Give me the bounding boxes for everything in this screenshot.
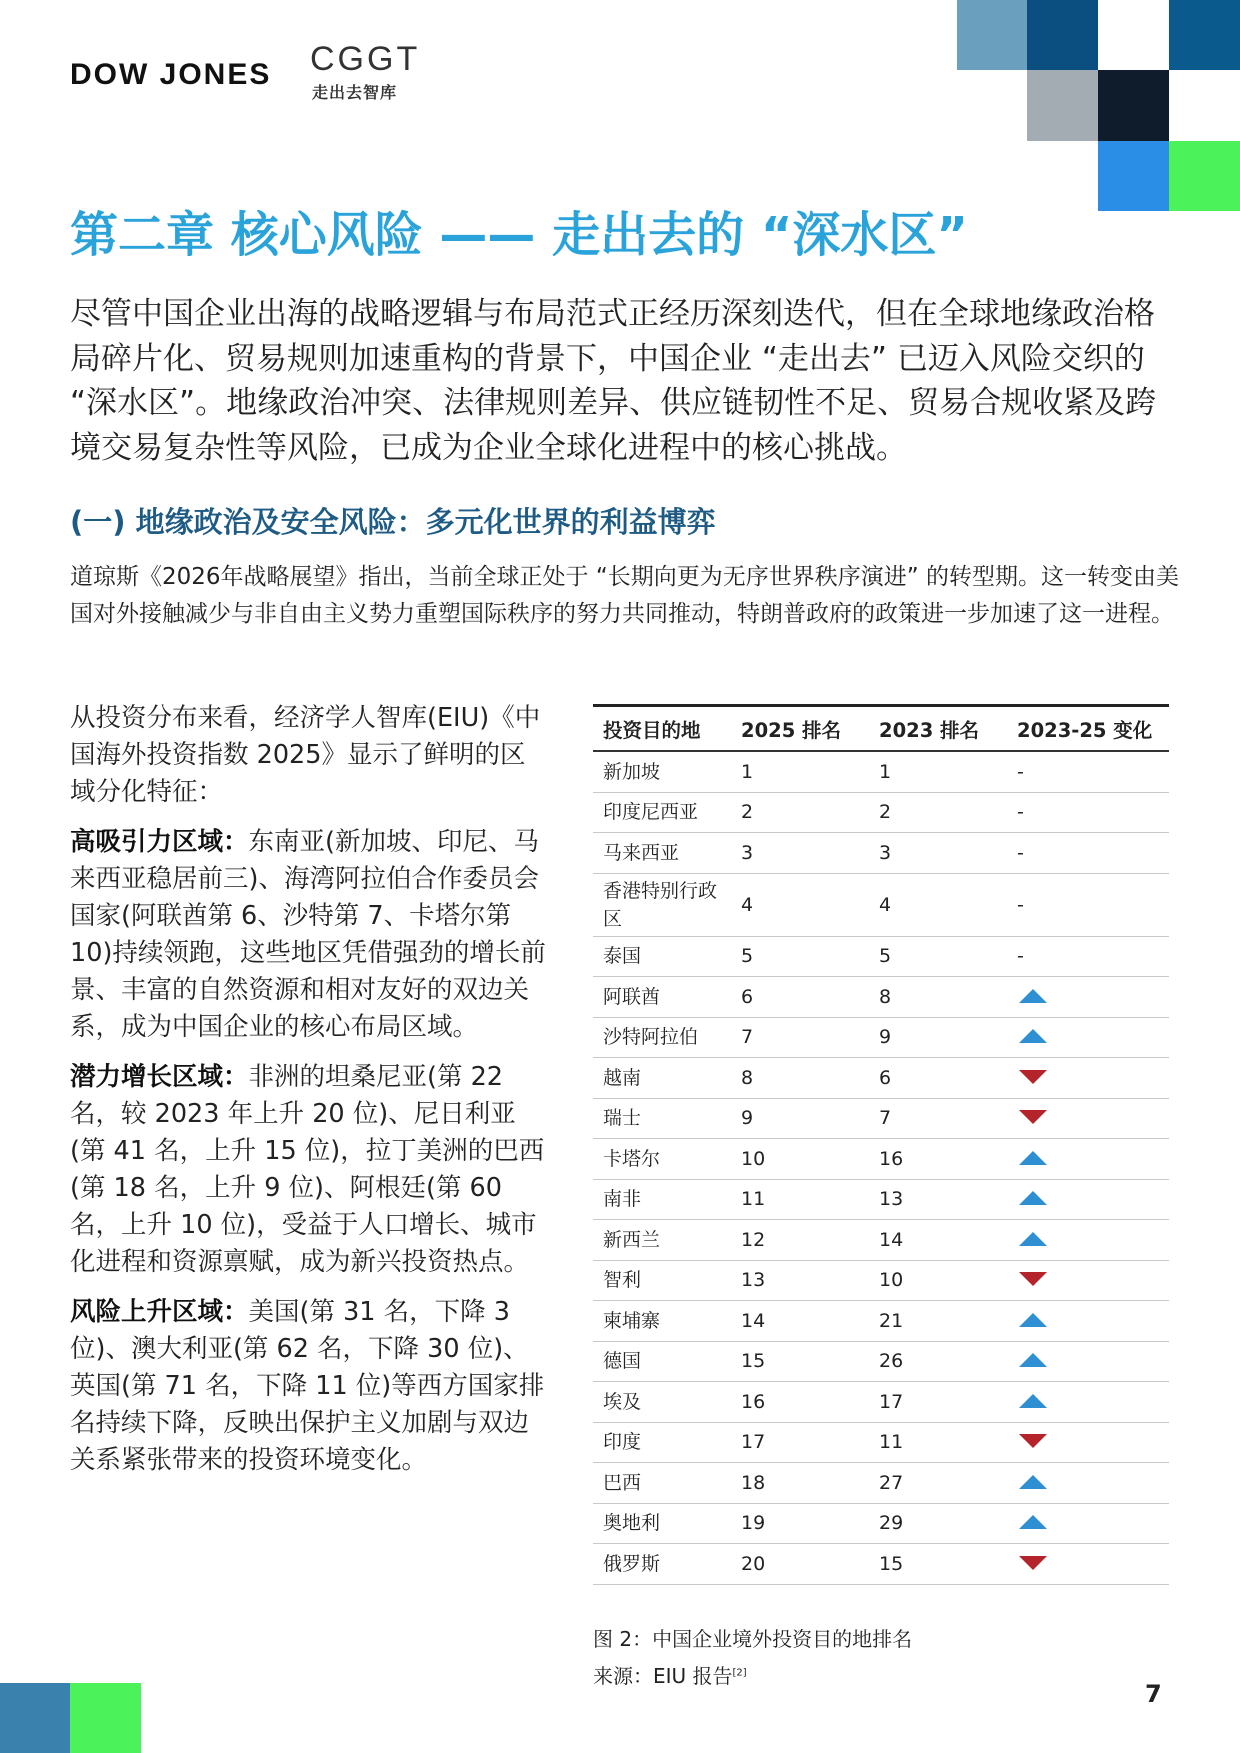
page-number: 7 bbox=[1145, 1680, 1162, 1708]
section-title: (一) 地缘政治及安全风险：多元化世界的利益博弈 bbox=[70, 505, 716, 539]
header-rank-2023: 2023 排名 bbox=[869, 706, 1007, 752]
cell-rank-2023: 17 bbox=[869, 1382, 1007, 1423]
table-row bbox=[593, 1544, 1169, 1585]
cell-change bbox=[1007, 1341, 1169, 1382]
rising-risk-text: 美国(第 31 名，下降 3 位)、澳大利亚(第 62 名，下降 30 位)、英国(第 71 名，下降 11 位)等西方国家排名持续下降，反映出保护主义加剧与双边关系紧张带来的投资环境变化。 bbox=[70, 1297, 545, 1475]
cell-change bbox=[1007, 1544, 1169, 1585]
cell-change bbox=[1007, 1422, 1169, 1463]
cell-rank-2023: 6 bbox=[869, 1058, 1007, 1099]
cell-change bbox=[1007, 1301, 1169, 1342]
cell-rank-2023: 9 bbox=[869, 1017, 1007, 1058]
chapter-title: 第二章 核心风险 —— 走出去的 “深水区” bbox=[70, 207, 968, 263]
figure-source bbox=[593, 1660, 747, 1689]
arrow-down-icon bbox=[1019, 1272, 1047, 1286]
figure-caption: 图 2：中国企业境外投资目的地排名 bbox=[593, 1627, 913, 1651]
cell-rank-2025: 10 bbox=[731, 1139, 869, 1180]
table-row bbox=[593, 873, 1169, 936]
deco-block bbox=[957, 0, 1027, 70]
cell-rank-2023: 5 bbox=[869, 936, 1007, 977]
table-row bbox=[593, 1058, 1169, 1099]
deco-block bbox=[1027, 0, 1098, 70]
arrow-up-icon bbox=[1019, 1191, 1047, 1205]
cell-rank-2023: 27 bbox=[869, 1463, 1007, 1504]
potential-growth-label: 潜力增长区域： bbox=[70, 1062, 249, 1092]
arrow-up-icon bbox=[1019, 1151, 1047, 1165]
cell-destination: 南非 bbox=[593, 1179, 731, 1220]
cell-rank-2023: 14 bbox=[869, 1220, 1007, 1261]
cell-rank-2025: 18 bbox=[731, 1463, 869, 1504]
cell-change bbox=[1007, 1220, 1169, 1261]
cell-destination: 阿联酋 bbox=[593, 977, 731, 1018]
investment-distribution-paragraph: 从投资分布来看，经济学人智库(EIU)《中国海外投资指数 2025》显示了鲜明的区域分化特征： bbox=[70, 703, 541, 807]
cell-rank-2025: 6 bbox=[731, 977, 869, 1018]
cell-destination: 泰国 bbox=[593, 936, 731, 977]
table-row bbox=[593, 1017, 1169, 1058]
section-paragraph: 道琼斯《2026年战略展望》指出，当前全球正处于 “长期向更为无序世界秩序演进” 的转型期。这一转变由美国对外接触减少与非自由主义势力重塑国际秩序的努力共同推动，特朗普政府的政策进一步加速了这一进程。 bbox=[70, 564, 1179, 627]
deco-block bbox=[1169, 0, 1240, 70]
cell-rank-2023: 4 bbox=[869, 873, 1007, 936]
potential-growth-text: 非洲的坦桑尼亚(第 22 名，较 2023 年上升 20 位)、尼日利亚(第 41 名，上升 15 位)，拉丁美洲的巴西(第 18 名，上升 9 位)、阿根廷(第 60 名，上升 10 位)，受益于人口增长、城市化进程和资源禀赋，成为新兴投资热点。 bbox=[70, 1062, 545, 1277]
cell-rank-2023: 15 bbox=[869, 1544, 1007, 1585]
cell-rank-2025: 3 bbox=[731, 833, 869, 874]
table-row bbox=[593, 936, 1169, 977]
cell-change: - bbox=[1007, 873, 1169, 936]
intro-paragraph: 尽管中国企业出海的战略逻辑与布局范式正经历深刻迭代，但在全球地缘政治格局碎片化、贸易规则加速重构的背景下，中国企业 “走出去” 已迈入风险交织的 “深水区”。地缘政治冲突、法律规则差异、供应链韧性不足、贸易合规收紧及跨境交易复杂性等风险，已成为企业全球化进程中的核心挑战。 bbox=[70, 296, 1157, 466]
cell-destination: 瑞士 bbox=[593, 1098, 731, 1139]
cell-rank-2023: 13 bbox=[869, 1179, 1007, 1220]
ranking-table bbox=[593, 704, 1169, 1585]
table-row bbox=[593, 1503, 1169, 1544]
cell-destination: 印度尼西亚 bbox=[593, 792, 731, 833]
table-row bbox=[593, 1220, 1169, 1261]
cell-change bbox=[1007, 1503, 1169, 1544]
arrow-down-icon bbox=[1019, 1434, 1047, 1448]
cell-rank-2023: 7 bbox=[869, 1098, 1007, 1139]
cell-change bbox=[1007, 1139, 1169, 1180]
cell-change bbox=[1007, 977, 1169, 1018]
header-rank-2025: 2025 排名 bbox=[731, 706, 869, 752]
cell-change bbox=[1007, 1058, 1169, 1099]
arrow-up-icon bbox=[1019, 1394, 1047, 1408]
deco-block bbox=[1098, 141, 1169, 211]
source-text: 来源：EIU 报告 bbox=[593, 1664, 733, 1688]
cggt-logo-subtitle: 走出去智库 bbox=[312, 83, 398, 102]
high-attraction-label: 高吸引力区域： bbox=[70, 827, 249, 857]
arrow-down-icon bbox=[1019, 1110, 1047, 1124]
cell-rank-2025: 2 bbox=[731, 792, 869, 833]
cell-rank-2025: 11 bbox=[731, 1179, 869, 1220]
cell-rank-2023: 8 bbox=[869, 977, 1007, 1018]
cell-destination: 沙特阿拉伯 bbox=[593, 1017, 731, 1058]
cell-destination: 柬埔寨 bbox=[593, 1301, 731, 1342]
table-row bbox=[593, 1301, 1169, 1342]
header-destination: 投资目的地 bbox=[593, 706, 731, 752]
cell-rank-2023: 3 bbox=[869, 833, 1007, 874]
deco-block bbox=[1169, 141, 1240, 211]
cell-destination: 马来西亚 bbox=[593, 833, 731, 874]
cell-change: - bbox=[1007, 792, 1169, 833]
table-row bbox=[593, 792, 1169, 833]
cell-destination: 埃及 bbox=[593, 1382, 731, 1423]
ranking-table-body bbox=[593, 751, 1169, 1584]
high-attraction-paragraph bbox=[70, 824, 550, 1046]
cell-rank-2025: 8 bbox=[731, 1058, 869, 1099]
cell-destination: 新西兰 bbox=[593, 1220, 731, 1261]
table-row bbox=[593, 1260, 1169, 1301]
cell-destination: 印度 bbox=[593, 1422, 731, 1463]
table-row bbox=[593, 1463, 1169, 1504]
cell-change bbox=[1007, 1098, 1169, 1139]
high-attraction-text: 东南亚(新加坡、印尼、马来西亚稳居前三)、海湾阿拉伯合作委员会国家(阿联酋第 6、沙特第 7、卡塔尔第 10)持续领跑，这些地区凭借强劲的增长前景、丰富的自然资源和相对友好的双边关系，成为中国企业的核心布局区域。 bbox=[70, 827, 546, 1042]
arrow-up-icon bbox=[1019, 989, 1047, 1003]
cell-change bbox=[1007, 1382, 1169, 1423]
cell-rank-2023: 21 bbox=[869, 1301, 1007, 1342]
cell-destination: 智利 bbox=[593, 1260, 731, 1301]
cell-rank-2023: 11 bbox=[869, 1422, 1007, 1463]
cell-destination: 巴西 bbox=[593, 1463, 731, 1504]
table-row bbox=[593, 1422, 1169, 1463]
table-row bbox=[593, 833, 1169, 874]
cell-rank-2025: 17 bbox=[731, 1422, 869, 1463]
cell-destination: 俄罗斯 bbox=[593, 1544, 731, 1585]
cell-destination: 卡塔尔 bbox=[593, 1139, 731, 1180]
table-row bbox=[593, 1341, 1169, 1382]
cggt-logo bbox=[310, 42, 420, 76]
deco-block bbox=[1027, 70, 1098, 141]
cell-change bbox=[1007, 1017, 1169, 1058]
table-row bbox=[593, 751, 1169, 792]
cell-destination: 新加坡 bbox=[593, 751, 731, 792]
cell-change bbox=[1007, 1463, 1169, 1504]
cell-rank-2023: 1 bbox=[869, 751, 1007, 792]
arrow-up-icon bbox=[1019, 1515, 1047, 1529]
cell-rank-2025: 7 bbox=[731, 1017, 869, 1058]
left-column bbox=[70, 700, 550, 1492]
cell-change: - bbox=[1007, 833, 1169, 874]
arrow-up-icon bbox=[1019, 1475, 1047, 1489]
cell-rank-2025: 12 bbox=[731, 1220, 869, 1261]
dow-jones-logo: DOW JONES bbox=[70, 58, 272, 91]
rising-risk-label: 风险上升区域： bbox=[70, 1297, 249, 1327]
deco-block bbox=[1098, 70, 1169, 141]
cell-rank-2025: 14 bbox=[731, 1301, 869, 1342]
cell-rank-2023: 16 bbox=[869, 1139, 1007, 1180]
deco-block bbox=[0, 1683, 70, 1753]
arrow-down-icon bbox=[1019, 1556, 1047, 1570]
cell-rank-2025: 4 bbox=[731, 873, 869, 936]
table-row bbox=[593, 1179, 1169, 1220]
source-reference: [2] bbox=[732, 1667, 747, 1679]
cell-rank-2025: 16 bbox=[731, 1382, 869, 1423]
cell-rank-2025: 1 bbox=[731, 751, 869, 792]
cell-rank-2023: 10 bbox=[869, 1260, 1007, 1301]
cell-rank-2025: 19 bbox=[731, 1503, 869, 1544]
cell-rank-2025: 13 bbox=[731, 1260, 869, 1301]
cell-destination: 越南 bbox=[593, 1058, 731, 1099]
arrow-up-icon bbox=[1019, 1353, 1047, 1367]
cell-change: - bbox=[1007, 936, 1169, 977]
arrow-up-icon bbox=[1019, 1313, 1047, 1327]
cell-destination: 香港特别行政区 bbox=[593, 873, 731, 936]
cell-rank-2023: 26 bbox=[869, 1341, 1007, 1382]
table-row bbox=[593, 977, 1169, 1018]
deco-block bbox=[70, 1683, 141, 1753]
arrow-up-icon bbox=[1019, 1029, 1047, 1043]
cell-rank-2025: 9 bbox=[731, 1098, 869, 1139]
arrow-down-icon bbox=[1019, 1070, 1047, 1084]
table-row bbox=[593, 1382, 1169, 1423]
arrow-up-icon bbox=[1019, 1232, 1047, 1246]
cggt-logo-letters: CGGT bbox=[310, 40, 421, 78]
cell-rank-2025: 15 bbox=[731, 1341, 869, 1382]
table-row bbox=[593, 1098, 1169, 1139]
table-header-row bbox=[593, 706, 1169, 752]
table-row bbox=[593, 1139, 1169, 1180]
cell-rank-2023: 29 bbox=[869, 1503, 1007, 1544]
cell-rank-2025: 20 bbox=[731, 1544, 869, 1585]
cell-rank-2025: 5 bbox=[731, 936, 869, 977]
cell-change bbox=[1007, 1260, 1169, 1301]
rising-risk-paragraph bbox=[70, 1294, 550, 1479]
cell-destination: 德国 bbox=[593, 1341, 731, 1382]
cell-rank-2023: 2 bbox=[869, 792, 1007, 833]
header-change: 2023-25 变化 bbox=[1007, 706, 1169, 752]
cell-change: - bbox=[1007, 751, 1169, 792]
cell-change bbox=[1007, 1179, 1169, 1220]
cell-destination: 奥地利 bbox=[593, 1503, 731, 1544]
potential-growth-paragraph bbox=[70, 1059, 550, 1281]
